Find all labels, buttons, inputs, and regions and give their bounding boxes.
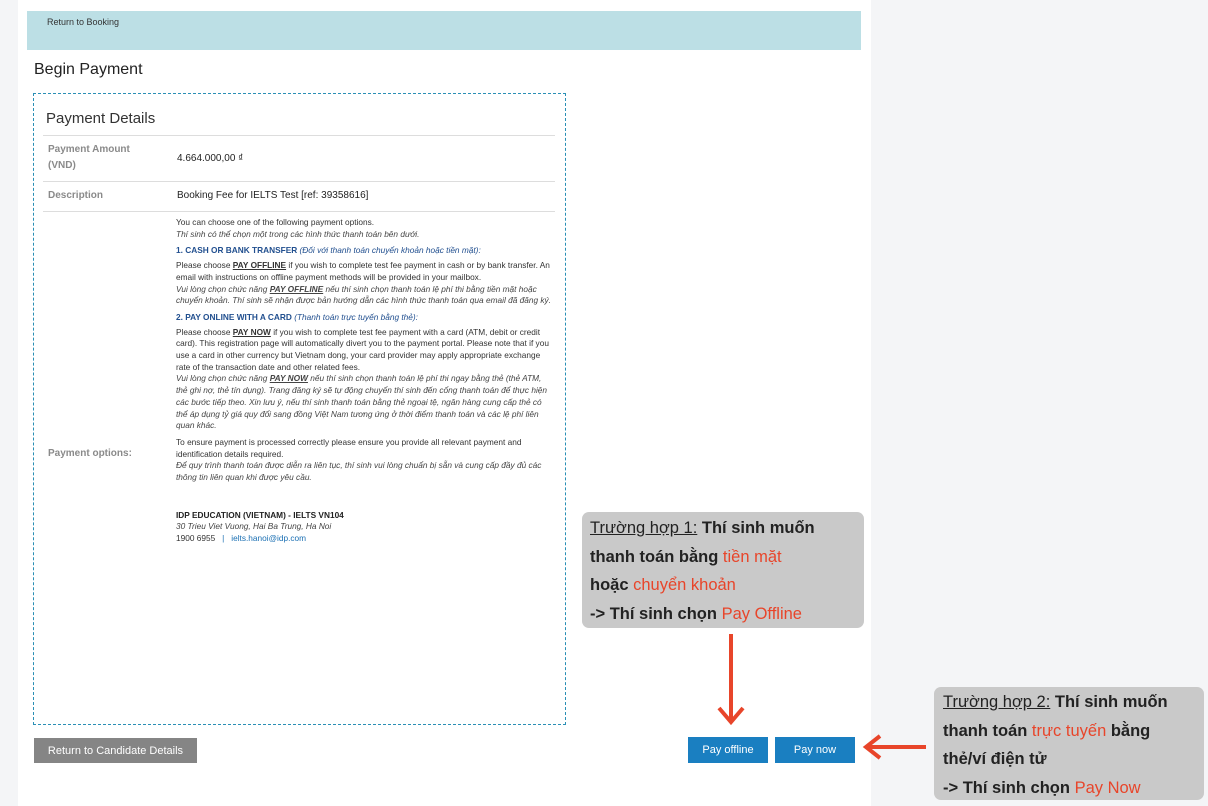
org-contact: 1900 6955 | ielts.hanoi@idp.com bbox=[176, 533, 307, 544]
org-address: 30 Trieu Viet Vuong, Hai Ba Trung, Ha Noi bbox=[176, 521, 332, 532]
ensure-paragraph-en: To ensure payment is processed correctly please ensure you provide all relevant payment and identification details required. bbox=[176, 436, 522, 459]
panel-title: Payment Details bbox=[46, 110, 156, 127]
payment-options-text bbox=[176, 217, 554, 545]
pay-offline-button[interactable]: Pay offline bbox=[688, 737, 768, 763]
divider bbox=[43, 135, 555, 136]
card-paragraph-en: Please choose PAY NOW if you wish to complete test fee payment with a card (ATM, debit or credit card). This registration page will automatically divert you to the payment portal. Please note that if you use a card in other currency but Vietnam dong, your card provider may apply appropriate exchange rate of the transaction date and other related fees. bbox=[176, 326, 549, 372]
page-title: Begin Payment bbox=[34, 61, 143, 78]
pay-now-button[interactable]: Pay now bbox=[775, 737, 855, 763]
divider bbox=[43, 211, 555, 212]
intro-vi: Thí sinh có thể chọn một trong các hình thức thanh toán bên dưới. bbox=[176, 228, 420, 239]
description-label: Description bbox=[48, 190, 104, 201]
down-arrow-icon bbox=[715, 632, 747, 728]
card-paragraph-vi: Vui lòng chọn chức năng PAY NOW nếu thí sinh chọn thanh toán lệ phí thi ngay bằng thẻ (thẻ ATM, thẻ ghi nợ, thẻ tín dụng). Trang đăng ký sẽ tự động chuyển thí sinh đến cổng thanh toán để thực hiện các bước tiếp theo. Xin lưu ý, nếu thí sinh thanh toán bằng thẻ ngoại tệ, ngân hàng cung cấp thẻ có thể áp dụng tỷ giá quy đổi sang đồng Việt Nam tương ứng ở thời điểm thanh toán và các lệ phí liên quan khác. bbox=[176, 373, 548, 431]
cash-paragraph-en: Please choose PAY OFFLINE if you wish to complete test fee payment in cash or by bank transfer. An email with instructions on offline payment methods will be provided in your mailbox. bbox=[176, 260, 550, 282]
org-email-link[interactable]: ielts.hanoi@idp.com bbox=[231, 533, 307, 544]
heading-card: 2. PAY ONLINE WITH A CARD (Thanh toán trực tuyến bằng thẻ): bbox=[176, 311, 418, 322]
top-bar bbox=[27, 11, 861, 50]
payment-details-panel bbox=[33, 93, 566, 725]
amount-label: Payment Amount (VND) bbox=[48, 144, 130, 171]
return-to-candidate-details-button[interactable]: Return to Candidate Details bbox=[34, 738, 197, 763]
description-value: Booking Fee for IELTS Test [ref: 39358616] bbox=[177, 190, 369, 201]
org-phone: 1900 6955 bbox=[176, 533, 216, 544]
heading-cash: 1. CASH OR BANK TRANSFER (Đối với thanh toán chuyển khoản hoặc tiền mặt): bbox=[176, 245, 481, 256]
divider bbox=[43, 181, 555, 182]
left-arrow-icon bbox=[862, 734, 928, 760]
amount-value: 4.664.000,00 ₫ bbox=[177, 153, 244, 164]
intro-en: You can choose one of the following payment options. bbox=[176, 217, 375, 227]
payment-options-label: Payment options: bbox=[48, 448, 132, 459]
callout-case-2: Trường hợp 2: Thí sinh muốn thanh toán trực tuyến bằng thẻ/ví điện tử -> Thí sinh chọn Pay Now bbox=[934, 687, 1204, 800]
return-to-booking-link[interactable]: Return to Booking bbox=[47, 17, 120, 27]
org-name: IDP EDUCATION (VIETNAM) - IELTS VN104 bbox=[176, 509, 344, 520]
cash-paragraph-vi: Vui lòng chọn chức năng PAY OFFLINE nếu thí sinh chọn thanh toán lệ phí thi bằng tiền mặt hoặc chuyển khoản. Thí sinh sẽ nhận được bản hướng dẫn các hình thức thanh toán qua email đã đăng ký. bbox=[176, 283, 551, 306]
callout-case-1: Trường hợp 1: Thí sinh muốn thanh toán bằng tiền mặt hoặc chuyển khoản -> Thí sinh chọn Pay Offline bbox=[582, 512, 864, 628]
ensure-paragraph-vi: Để quy trình thanh toán được diễn ra liên tục, thí sinh vui lòng chuẩn bị sẵn và cung cấp đầy đủ các thông tin liên quan khi được yêu cầu. bbox=[176, 460, 542, 483]
